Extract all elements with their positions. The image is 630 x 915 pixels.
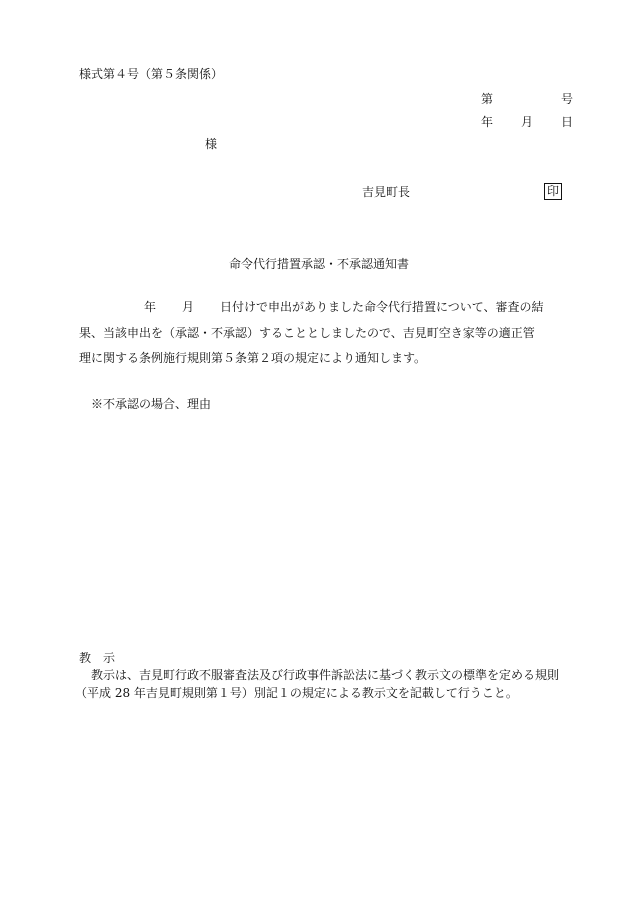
number-prefix: 第 xyxy=(481,92,494,106)
instruction-heading: 教 示 xyxy=(79,651,116,665)
body-line-2: 果、当該申出を（承認・不承認）することとしましたので、吉見町空き家等の適正管 xyxy=(79,326,535,340)
body-line-3: 理に関する条例施行規則第５条第２項の規定により通知します。 xyxy=(79,351,427,365)
body-month: 月 xyxy=(182,300,195,314)
reason-label: ※不承認の場合、理由 xyxy=(91,397,212,411)
date-year: 年 xyxy=(481,115,494,129)
seal-label: 印 xyxy=(544,183,562,200)
form-label: 様式第４号（第５条関係） xyxy=(79,67,224,81)
issuer-title: 吉見町長 xyxy=(362,185,411,199)
seal-mark xyxy=(544,183,562,200)
number-suffix: 号 xyxy=(561,92,574,106)
document-title: 命令代行措置承認・不承認通知書 xyxy=(229,257,410,271)
date-day: 日 xyxy=(561,115,574,129)
body-year: 年 xyxy=(144,300,157,314)
body-line-1: 日付けで申出がありました命令代行措置について、審査の結 xyxy=(220,300,544,314)
instruction-line-1: 教示は、吉見町行政不服審査法及び行政事件訴訟法に基づく教示文の標準を定める規則 xyxy=(91,668,560,682)
date-month: 月 xyxy=(521,115,534,129)
addressee-suffix: 様 xyxy=(205,137,218,151)
instruction-line-2: （平成 28 年吉見町規則第１号）別記１の規定による教示文を記載して行うこと。 xyxy=(75,686,518,700)
